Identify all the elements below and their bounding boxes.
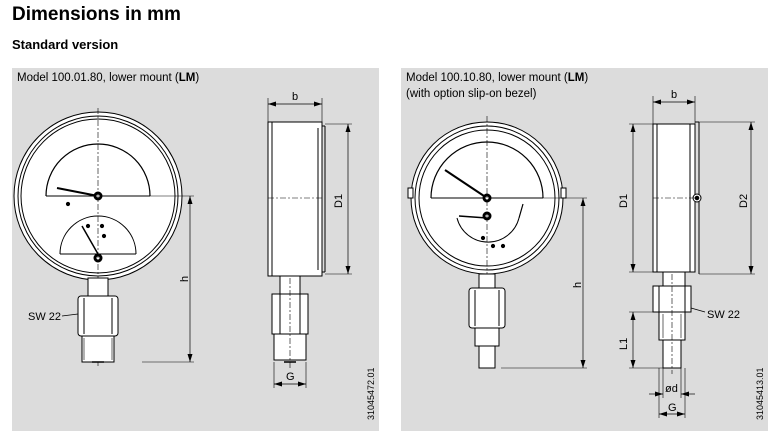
label-diameter-d: ød bbox=[665, 383, 678, 395]
label-h: h bbox=[179, 275, 191, 282]
label-b: b bbox=[671, 89, 678, 101]
drawing-panel-standard-model bbox=[12, 68, 379, 431]
caption-model: Model 100.10.80, lower mount ( bbox=[406, 72, 568, 84]
label-d1: D1 bbox=[333, 193, 345, 208]
label-sw: SW 22 bbox=[707, 309, 741, 321]
label-h: h bbox=[572, 281, 584, 288]
gauge-side-view bbox=[653, 122, 701, 374]
label-b: b bbox=[292, 91, 299, 103]
label-d2: D2 bbox=[738, 193, 750, 208]
caption-model: Model 100.01.80, lower mount ( bbox=[17, 72, 179, 84]
label-d1: D1 bbox=[618, 193, 630, 208]
drawing-number: 31045413.01 bbox=[755, 367, 765, 420]
caption-lm: LM bbox=[178, 72, 196, 84]
label-l1: L1 bbox=[618, 337, 630, 350]
caption-end: ) bbox=[195, 72, 200, 84]
page-title: Dimensions in mm bbox=[12, 4, 181, 25]
gauge-front-view bbox=[14, 108, 182, 368]
gauge-front-view bbox=[408, 116, 566, 368]
drawing-panel-slip-on-bezel-model bbox=[401, 68, 768, 431]
drawing-number: 31045472.01 bbox=[366, 367, 376, 420]
label-g: G bbox=[668, 402, 677, 414]
caption-end: ) bbox=[584, 72, 589, 84]
technical-drawing-right bbox=[401, 68, 768, 431]
technical-drawing-left bbox=[12, 68, 379, 431]
caption-lm: LM bbox=[567, 72, 585, 84]
section-subtitle: Standard version bbox=[12, 37, 119, 52]
gauge-side-view bbox=[268, 122, 325, 368]
caption-line2: (with option slip-on bezel) bbox=[406, 88, 537, 100]
label-sw: SW 22 bbox=[28, 311, 62, 323]
label-g: G bbox=[286, 371, 295, 383]
